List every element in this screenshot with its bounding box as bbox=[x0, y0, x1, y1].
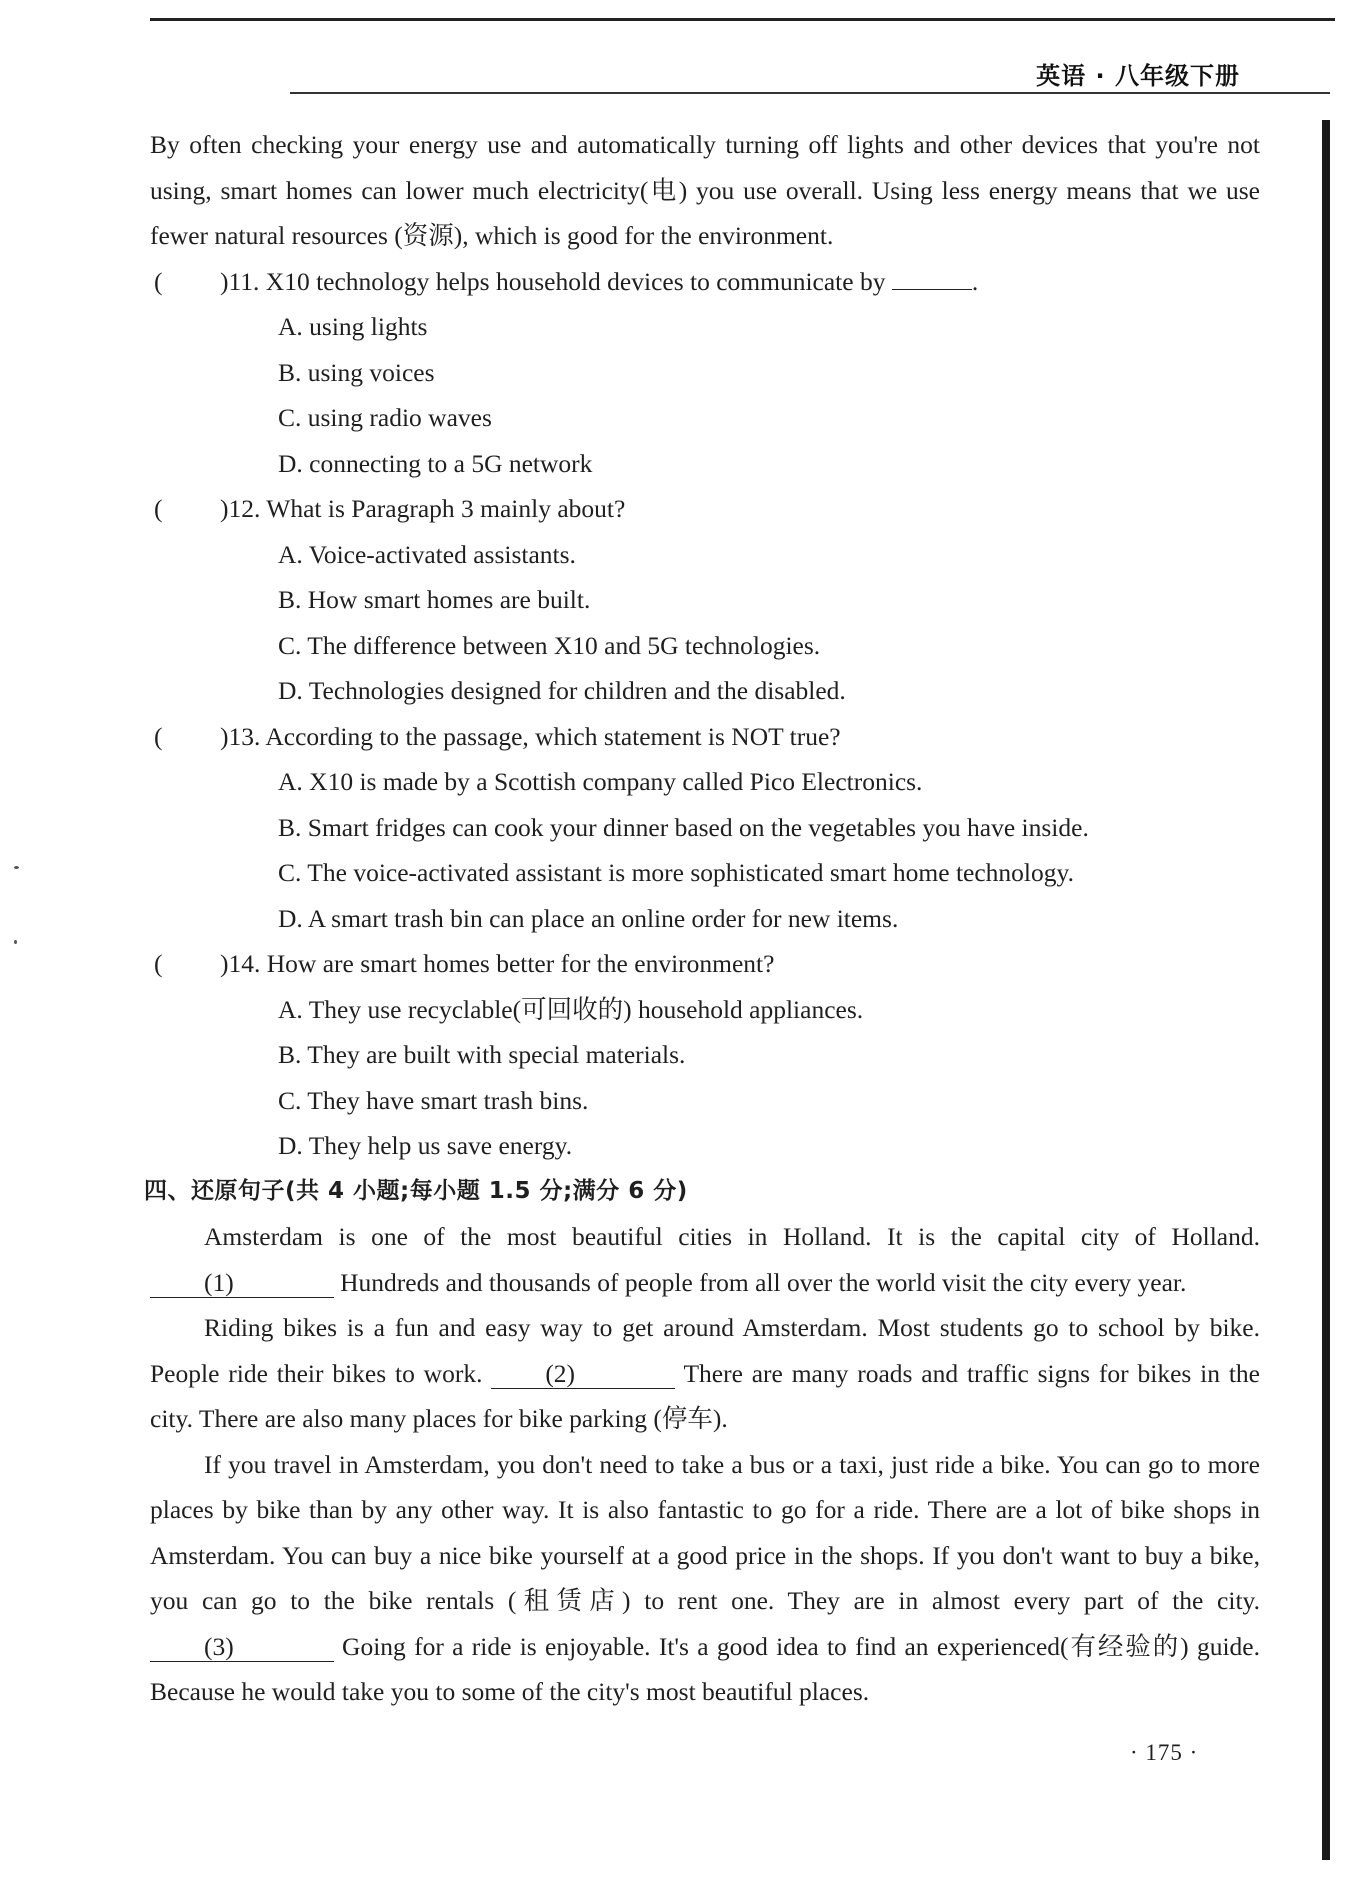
passage-paragraph-2 bbox=[150, 1305, 1260, 1442]
question-prompt: According to the passage, which statement is NOT true? bbox=[265, 721, 841, 751]
fill-blank[interactable] bbox=[892, 289, 972, 290]
option-c[interactable]: C. using radio waves bbox=[278, 403, 492, 432]
option-a[interactable]: A. Voice-activated assistants. bbox=[278, 539, 576, 569]
option-c[interactable]: C. The difference between X10 and 5G technologies. bbox=[278, 630, 821, 660]
answer-bracket[interactable]: ( bbox=[154, 721, 163, 751]
answer-blank-1[interactable]: (1) bbox=[150, 1269, 334, 1298]
scan-speck bbox=[14, 866, 19, 869]
question-stem bbox=[150, 714, 1260, 760]
option-b[interactable]: B. They are built with special materials. bbox=[278, 1040, 686, 1069]
passage-paragraph-3 bbox=[150, 1442, 1260, 1715]
option-a[interactable]: A. using lights bbox=[278, 312, 428, 341]
paragraph-text: Going for a ride is enjoyable. It's a good idea to find an experienced(有经验的) guide. Because he would take you to some of the city's most beautiful places. bbox=[150, 1631, 1260, 1706]
question-text bbox=[220, 259, 978, 305]
top-rule bbox=[150, 18, 1335, 21]
answer-bracket[interactable]: ( bbox=[154, 949, 163, 978]
question-number: )14. bbox=[220, 949, 261, 978]
question-stem bbox=[150, 486, 1260, 532]
option-d[interactable]: D. connecting to a 5G network bbox=[278, 448, 593, 478]
question-stem bbox=[150, 941, 1260, 987]
question-prompt: How are smart homes better for the environment? bbox=[266, 949, 775, 978]
option-b[interactable]: B. Smart fridges can cook your dinner based on the vegetables you have inside. bbox=[278, 812, 1089, 842]
question-number: )11. bbox=[220, 266, 260, 296]
option-d[interactable]: D. They help us save energy. bbox=[278, 1131, 573, 1160]
intro-paragraph: By often checking your energy use and automatically turning off lights and other devices that you're not using, smart homes can lower much electricity(电) you use overall. Using less energy means that we use fewer natural resources (资源), which is good for the environment. bbox=[150, 130, 1260, 250]
paragraph-text: If you travel in Amsterdam, you don't need to take a bus or a taxi, just ride a bike. You can go to more places by bike than by any other way. It is also fantastic to go for a ride. There are a lot of bike shops in Amsterdam. You can buy a nice bike yourself at a good price in the shops. If you don't want to buy a bike, you can go to the bike rentals (租赁店) to rent one. They are in almost every part of the city. bbox=[150, 1449, 1260, 1615]
question-prompt: X10 technology helps household devices to communicate by bbox=[265, 266, 886, 296]
question-14 bbox=[150, 941, 1260, 1169]
header-rule bbox=[290, 92, 1330, 94]
paragraph-text: There are many roads and traffic signs for bikes in the city. There are also many places for bike parking (停车). bbox=[150, 1358, 1260, 1433]
option-a[interactable]: A. X10 is made by a Scottish company called Pico Electronics. bbox=[278, 767, 923, 796]
question-text bbox=[220, 486, 625, 532]
option-d[interactable]: D. Technologies designed for children and the disabled. bbox=[278, 676, 846, 705]
answer-bracket[interactable]: ( bbox=[154, 266, 163, 296]
paragraph-text: Amsterdam is one of the most beautiful cities in Holland. It is the capital city of Holland. bbox=[204, 1222, 1260, 1251]
page-number: · 175 · bbox=[1130, 1740, 1199, 1765]
question-prompt: What is Paragraph 3 mainly about? bbox=[266, 494, 626, 523]
scan-speck bbox=[14, 940, 17, 944]
section-heading: 四、还原句子(共 4 小题;每小题 1.5 分;满分 6 分) bbox=[144, 1177, 688, 1204]
option-d[interactable]: D. A smart trash bin can place an online order for new items. bbox=[278, 903, 899, 933]
answer-blank-3[interactable]: (3) bbox=[150, 1633, 334, 1662]
question-12 bbox=[150, 486, 1260, 714]
option-b[interactable]: B. using voices bbox=[278, 357, 435, 387]
page-content bbox=[144, 122, 1260, 1715]
question-trailing: . bbox=[971, 266, 979, 296]
question-number: )13. bbox=[220, 721, 261, 751]
option-c[interactable]: C. The voice-activated assistant is more sophisticated smart home technology. bbox=[278, 858, 1074, 887]
answer-blank-2[interactable]: (2) bbox=[491, 1360, 675, 1389]
option-a[interactable]: A. They use recyclable(可回收的) household appliances. bbox=[278, 994, 864, 1024]
question-11 bbox=[150, 259, 1260, 487]
header-title: 英语 · 八年级下册 bbox=[1036, 62, 1240, 90]
question-text bbox=[220, 941, 774, 987]
question-number: )12. bbox=[220, 494, 261, 523]
answer-bracket[interactable]: ( bbox=[154, 494, 163, 523]
paragraph-text: Riding bikes is a fun and easy way to get around Amsterdam. Most students go to school by bike. People ride their bikes to work. bbox=[150, 1313, 1260, 1388]
option-c[interactable]: C. They have smart trash bins. bbox=[278, 1085, 589, 1115]
passage-paragraph-1 bbox=[150, 1214, 1260, 1305]
question-text bbox=[220, 714, 841, 760]
question-stem bbox=[150, 259, 1260, 305]
option-b[interactable]: B. How smart homes are built. bbox=[278, 585, 591, 614]
page-edge-shadow bbox=[1322, 120, 1330, 1860]
question-13 bbox=[150, 714, 1260, 942]
paragraph-text: Hundreds and thousands of people from all over the world visit the city every year. bbox=[340, 1267, 1187, 1297]
